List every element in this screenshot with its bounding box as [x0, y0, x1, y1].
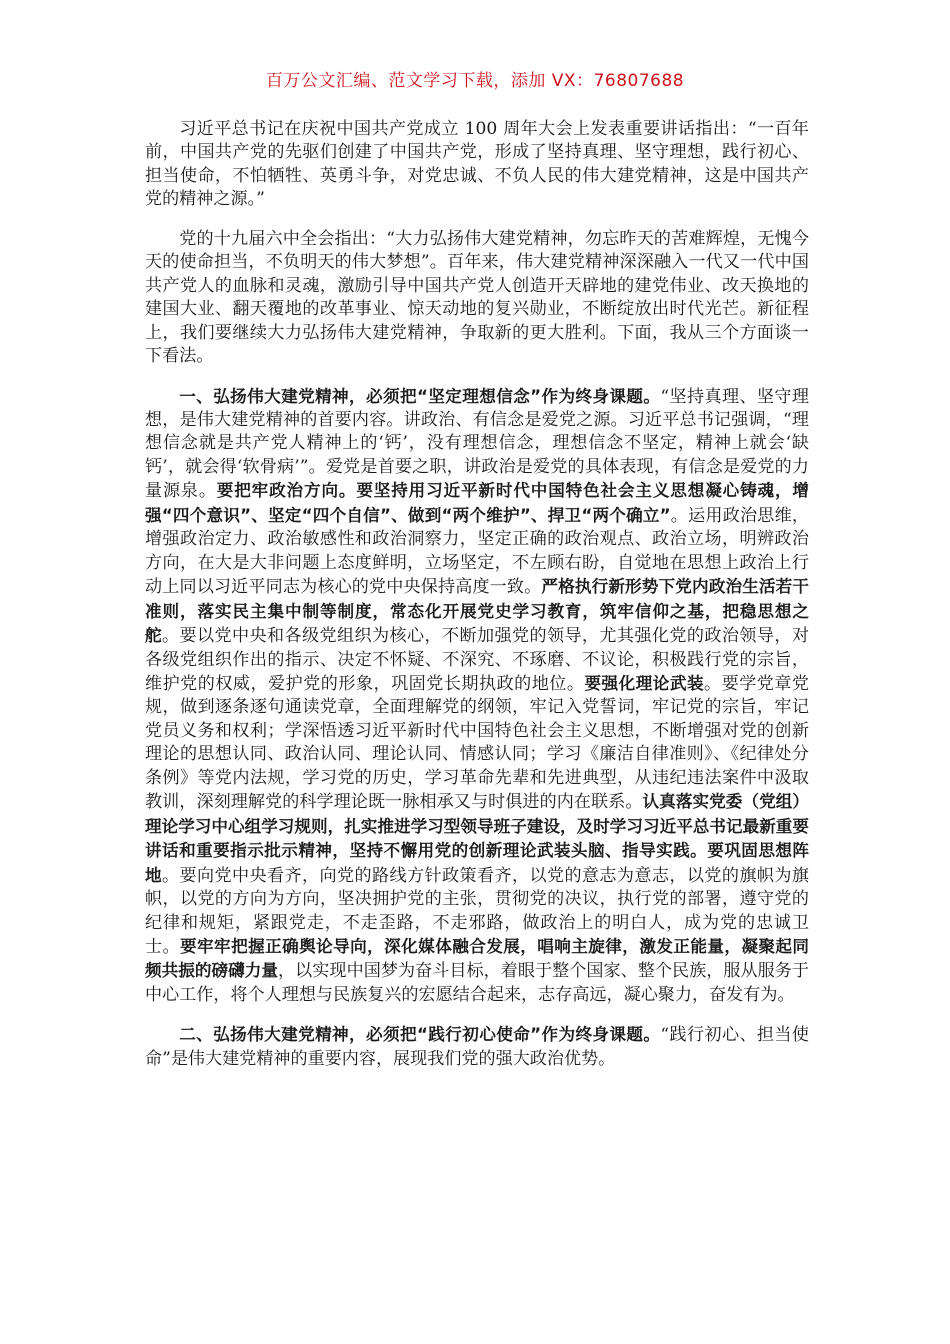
section-one-heading: 一、弘扬伟大建党精神，必须把“坚定理想信念”作为终身课题。 [179, 386, 661, 406]
document-body [145, 118, 809, 1087]
intro-paragraph: 习近平总书记在庆祝中国共产党成立 100 周年大会上发表重要讲话指出：“一百年前，中国共产党的先驱们创建了中国共产党，形成了坚持真理、坚守理想，践行初心、担当使命，不怕牺牲、英勇斗争，对党忠诚、不负人民的伟大建党精神，这是中国共产党的精神之源。” [145, 119, 809, 210]
plenum-paragraph: 党的十九届六中全会指出：“大力弘扬伟大建党精神，勿忘昨天的苦难辉煌，无愧今天的使命担当，不负明天的伟大梦想”。百年来，伟大建党精神深深融入一代又一代中国共产党人的血脉和灵魂，激励引导中国共产党人创造开天辟地的建党伟业、改天换地的建国大业、翻天覆地的改革事业、惊天动地的复兴勋业，不断绽放出时代光芒。新征程上，我们要继续大力弘扬伟大建党精神，争取新的更大胜利。下面，我从三个方面谈一下看法。 [145, 228, 809, 367]
section-one-text-6: ，以实现中国梦为奋斗目标，着眼于整个国家、整个民族，服从服务于中心工作，将个人理想与民族复兴的宏愿结合起来，志存高远，凝心聚力，奋发有为。 [145, 961, 810, 1005]
section-one-text-3: 。要以党中央和各级党组织为核心，不断加强党的领导，尤其强化党的政治领导，对各级党组织作出的指示、决定不怀疑、不深究、不琢磨、不议论，积极践行党的宗旨，维护党的权威，爱护党的形象，巩固党长期执政的地位。 [145, 626, 809, 694]
section-one-bold-3: 要强化理论武装 [584, 673, 705, 693]
section-one-bold-1: 要把牢政治方向。要坚持用习近平新时代中国特色社会主义思想凝心铸魂，增强“四个意识”、坚定“四个自信”、做到“两个维护”、捍卫“两个确立” [145, 481, 810, 525]
section-two-text-1: “践行初心、担当使命”是伟大建党精神的重要内容，展现我们党的强大政治优势。 [145, 1025, 809, 1069]
section-one-bold-2: 严格执行新形势下党内政治生活若干准则，落实民主集中制等制度，常态化开展党史学习教育，筑牢信仰之基，把稳思想之舵 [145, 577, 809, 646]
section-one-text-5: 。要向党中央看齐，向党的路线方针政策看齐，以党的意志为意志，以党的旗帜为旗帜，以党的方向为方向，坚决拥护党的主张，贯彻党的决议，执行党的部署，遵守党的纪律和规矩，紧跟党走，不走歪路，不走邪路，做政治上的明白人，成为党的忠诚卫士。 [145, 865, 809, 957]
section-one-text-2: 。运用政治思维，增强政治定力、政治敏感性和政治洞察力，坚定正确的政治观点、政治立场，明辨政治方向，在大是大非问题上态度鲜明，立场坚定，不左顾右盼，自觉地在思想上政治上行动上同以习近平同志为核心的党中央保持高度一致。 [145, 505, 809, 598]
section-one-text-4: 。要学党章党规，做到逐条逐句通读党章，全面理解党的纲领，牢记入党誓词，牢记党的宗旨，牢记党员义务和权利；学深悟透习近平新时代中国特色社会主义思想，不断增强对党的创新理论的思想认同、政治认同、理论认同、情感认同；学习《廉洁自律准则》、《纪律处分条例》等党内法规，学习党的历史，学习革命先辈和先进典型，从违纪违法案件中汲取教训，深刻理解党的科学理论既一脉相承又与时俱进的内在联系。 [145, 673, 810, 813]
section-one-paragraph [145, 385, 809, 1008]
section-one-text-1: “坚持真理、坚守理想，是伟大建党精神的首要内容。讲政治、有信念是爱党之源。习近平总书记强调，“理想信念就是共产党人精神上的‘钙’，没有理想信念，理想信念不坚定，精神上就会‘缺钙’，就会得‘软骨病’”。爱党是首要之职，讲政治是爱党的具体表现，有信念是爱党的力量源泉。 [145, 386, 809, 502]
section-two-paragraph [145, 1023, 809, 1071]
section-one-bold-4: 认真落实党委（党组）理论学习中心组学习规则，扎实推进学习型领导班子建设，及时学习习近平总书记最新重要讲话和重要指示批示精神，坚持不懈用党的创新理论武装头脑、指导实践。要巩固思想阵地 [145, 792, 810, 885]
header-banner: 百万公文汇编、范文学习下载，添加 VX：76807688 [265, 71, 685, 91]
section-one-bold-5: 要牢牢把握正确舆论导向，深化媒体融合发展，唱响主旋律，激发正能量，凝聚起同频共振的磅礴力量 [145, 936, 810, 981]
section-two-heading: 二、弘扬伟大建党精神，必须把“践行初心使命”作为终身课题。 [179, 1025, 661, 1045]
